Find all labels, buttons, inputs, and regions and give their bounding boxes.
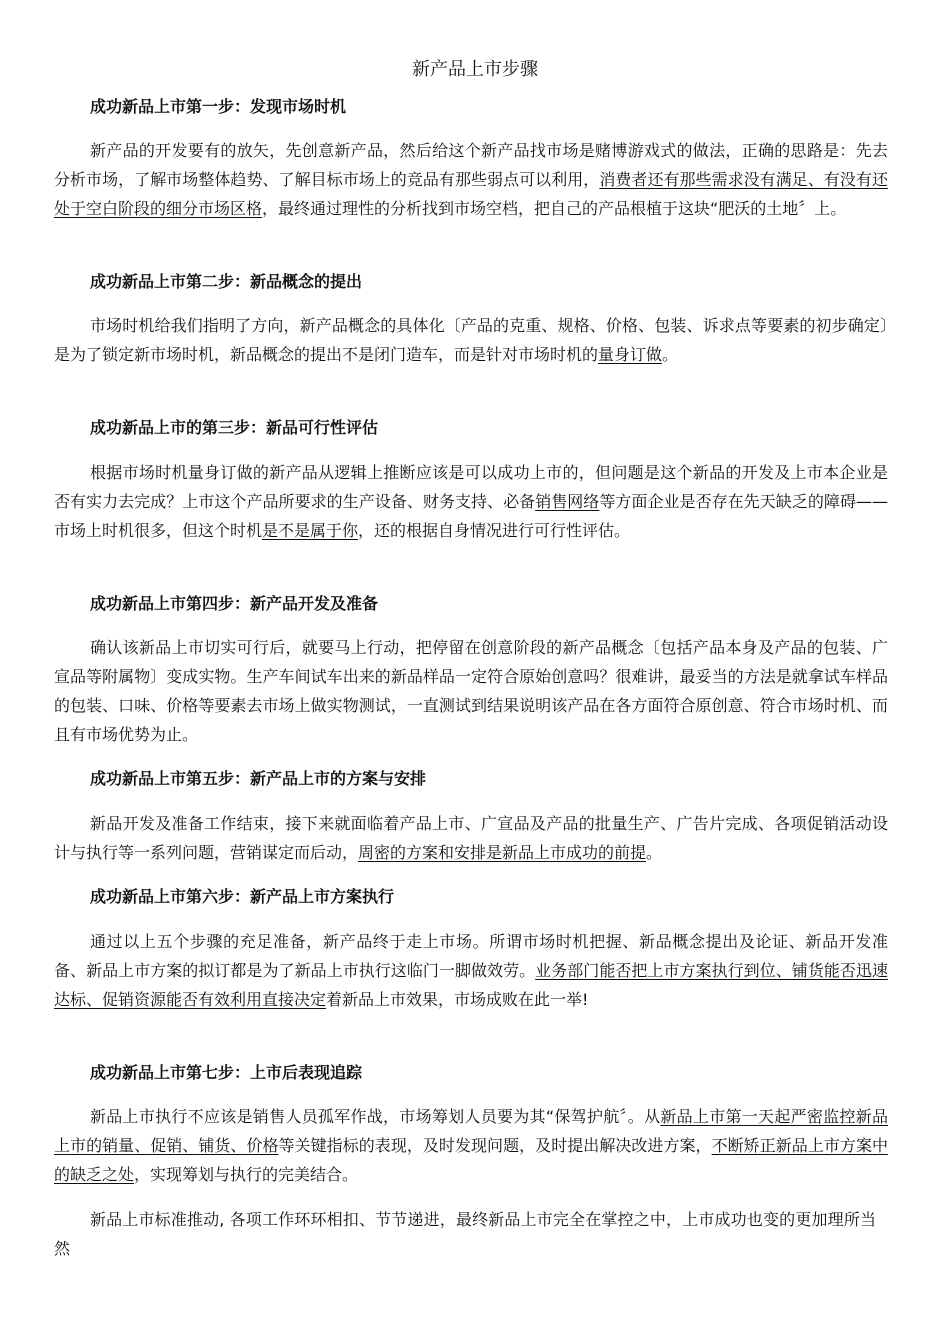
step-7-text-3: ，实现筹划与执行的完美结合。	[134, 1165, 359, 1184]
closing-paragraph	[54, 1205, 876, 1263]
document-title: 新产品上市步骤	[412, 59, 538, 80]
step-3-text-2: 等方面企业是否存在先天缺乏的障碍——市场上时机很多，但这个时机	[54, 492, 888, 540]
step-1-heading: 成功新品上市第一步：发现市场时机	[90, 97, 347, 116]
step-5-paragraph	[54, 809, 888, 867]
step-7-text-1: 新品上市执行不应该是销售人员孤军作战，市场筹划人员要为其“保驾护航〞。从	[90, 1107, 661, 1126]
step-3-text-1: 根据市场时机量身订做的新产品从逻辑上推断应该是可以成功上市的，但问题是这个新品的开发及上市本企业是否有实力去完成？上市这个产品所要求的生产设备、财务支持、必备	[54, 463, 888, 511]
step-2-text-2: 。	[662, 345, 679, 364]
step-3-underlined-1: 销售网络	[535, 492, 600, 511]
step-2-underlined-1: 量身订做	[598, 345, 663, 364]
step-5-text-2: 。	[646, 843, 663, 862]
step-7-heading: 成功新品上市第七步：上市后表现追踪	[90, 1063, 363, 1082]
step-4-heading: 成功新品上市第四步：新产品开发及准备	[90, 594, 379, 613]
step-6-underlined-1: 业务部门能否把上市方案执行到位、铺货能否迅速达标、促销资源能否有效利用直接决定	[54, 961, 888, 1009]
step-1-text-2: ，最终通过理性的分析找到市场空档，把自己的产品根植于这块“肥沃的土地〞上。	[262, 199, 847, 218]
step-7-paragraph	[54, 1102, 888, 1189]
step-1-underlined-1: 消费者还有那些需求没有满足、有没有还处于空白阶段的细分市场区格	[54, 170, 888, 218]
step-2-text-1: 市场时机给我们指明了方向，新产品概念的具体化〔产品的克重、规格、价格、包装、诉求点等要素的初步确定〕是为了锁定新市场时机，新品概念的提出不是闭门造车，而是针对市场时机的	[54, 316, 888, 364]
step-3-heading: 成功新品上市的第三步：新品可行性评估	[90, 418, 379, 437]
step-4-text-1: 确认该新品上市切实可行后，就要马上行动，把停留在创意阶段的新产品概念〔包括产品本身及产品的包装、广宣品等附属物〕变成实物。生产车间试车出来的新品样品一定符合原始创意吗？很难讲，最妥当的方法是就拿试车样品的包装、口味、价格等要素去市场上做实物测试，一直测试到结果说明该产品在各方面符合原创意、符合市场时机、而且有市场优势为止。	[54, 638, 888, 744]
step-7-underlined-2: 不断矫正新品上市方案中的缺乏之处	[54, 1136, 888, 1184]
step-3-underlined-2: 是不是属于你	[262, 521, 359, 540]
step-3-paragraph	[54, 458, 888, 545]
step-1-paragraph	[54, 136, 888, 223]
step-5-heading: 成功新品上市第五步：新产品上市的方案与安排	[90, 769, 427, 788]
step-4-paragraph	[54, 633, 888, 749]
step-5-text-1: 新品开发及准备工作结束，接下来就面临着产品上市、广宣品及产品的批量生产、广告片完成、各项促销活动设计与执行等一系列问题，营销谋定而后动，	[54, 814, 888, 862]
step-2-paragraph	[54, 311, 888, 369]
step-7-underlined-1: 新品上市第一天起严密监控新品上市的销量、促销、铺货、价格	[54, 1107, 888, 1155]
step-7-text-2: 等关键指标的表现，及时发现问题，及时提出解决改进方案，	[278, 1136, 712, 1155]
step-6-text-2: 着新品上市效果，市场成败在此一举!	[326, 990, 589, 1009]
step-1-text-1: 新产品的开发要有的放矢，先创意新产品，然后给这个新产品找市场是赌博游戏式的做法，正确的思路是：先去分析市场，了解市场整体趋势、了解目标市场上的竞品有那些弱点可以利用，	[54, 141, 888, 189]
closing-text: 新品上市标准推动, 各项工作环环相扣、节节递进，最终新品上市完全在掌控之中，上市成功也变的更加理所当然	[54, 1210, 876, 1258]
step-5-underlined-1: 周密的方案和安排是新品上市成功的前提	[358, 843, 647, 862]
step-6-text-1: 通过以上五个步骤的充足准备，新产品终于走上市场。所谓市场时机把握、新品概念提出及论证、新品开发准备、新品上市方案的拟订都是为了新品上市执行这临门一脚做效劳。	[54, 932, 888, 980]
step-6-heading: 成功新品上市第六步：新产品上市方案执行	[90, 887, 395, 906]
step-3-text-3: ，还的根据自身情况进行可行性评估。	[358, 521, 631, 540]
step-2-heading: 成功新品上市第二步：新品概念的提出	[90, 272, 363, 291]
step-6-paragraph	[54, 927, 888, 1014]
